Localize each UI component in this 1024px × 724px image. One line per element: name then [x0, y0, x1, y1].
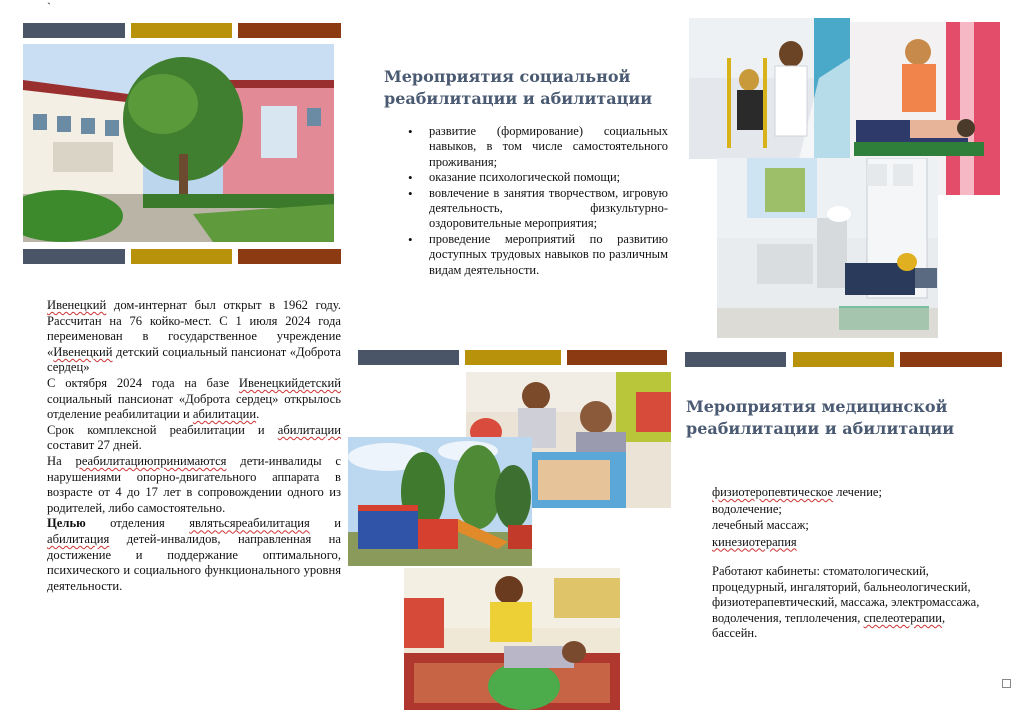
intro-paragraph-5	[47, 516, 341, 594]
text-span: .	[256, 407, 260, 422]
text-span: являтьсяреабилитация	[189, 516, 310, 531]
list-item: водолечение;	[712, 501, 782, 516]
list-item	[712, 534, 992, 551]
text-span-bold: Целью	[47, 516, 86, 531]
playground-photo	[348, 437, 532, 566]
intro-text	[47, 298, 341, 594]
heading-line: Мероприятия социальной	[384, 67, 631, 86]
text-span: С октября 2024 года на базе	[47, 375, 239, 390]
list-item	[712, 484, 992, 501]
heading-line: реабилитации и абилитации	[384, 89, 653, 108]
text-span: кинезиотерапия	[712, 534, 797, 549]
list-item: • проведение мероприятий по развитию доступных трудовых навыков по различным видам деятельности.	[406, 232, 668, 278]
social-rehab-heading	[384, 66, 684, 110]
list-item: • вовлечение в занятия творчеством, игровую деятельность, физкультурно-оздоровительные мероприятия;	[406, 186, 668, 232]
heading-line: реабилитации и абилитации	[686, 419, 955, 438]
text-span: , бассейн.	[712, 610, 946, 641]
decor-bar-slate	[685, 352, 786, 367]
text-span: Срок комплексной реабилитации и	[47, 422, 278, 437]
text-span: спелеотерапии	[863, 610, 942, 625]
decor-bar-gold	[131, 249, 232, 264]
text-span: дом-интернат был открыт в 1962 году. Рассчитан на 76 койко-мест. С 1 июля 2024 года переименован в государственное учреждение «	[47, 298, 341, 359]
medical-procedures-list	[712, 484, 992, 550]
decor-bar-slate	[23, 249, 125, 264]
social-rehab-list	[406, 124, 668, 278]
list-item: лечебный массаж;	[712, 518, 809, 532]
cabinets-text	[712, 564, 992, 642]
intro-paragraph-3	[47, 423, 341, 454]
text-span: абилитации	[192, 407, 257, 422]
physio-cabinet-photo	[717, 158, 938, 338]
text-span: абилитации	[277, 422, 341, 437]
text-span: лечение;	[833, 485, 882, 499]
text-span: На	[47, 453, 76, 468]
medical-rehab-heading	[686, 396, 1006, 440]
text-span: и	[309, 516, 341, 531]
text-span: дети-инвалиды с нарушениями опорно-двигательного аппарата в возрасте от 4 до 17 лет в сопровождении одного из родителей, либо самостоятельно.	[47, 453, 341, 515]
text-span: абилитация	[47, 531, 110, 546]
text-span: детей-инвалидов, направленная на достижение и поддержание оптимального, психического и социального функционального уровня деятельности.	[47, 531, 341, 593]
decor-bar-slate	[358, 350, 459, 365]
list-item: • развитие (формирование) социальных навыков, в том числе самостоятельного проживания;	[406, 124, 668, 170]
text-span: реабилитациюпринимаются	[75, 453, 227, 468]
text-span: физиотеропевтическое	[712, 485, 834, 499]
decor-bar-rust	[238, 249, 341, 264]
text-span: Работают кабинеты: стоматологический, процедурный, ингаляторий, бальнеологический, физиотерапевтический, массажа, электромассажа, водолечения, теплолечения,	[712, 564, 980, 625]
fitball-therapy-photo	[404, 568, 620, 710]
intro-paragraph-1	[47, 298, 341, 376]
decor-bar-rust	[900, 352, 1002, 367]
decor-bar-gold	[793, 352, 894, 367]
decor-bar-slate	[23, 23, 125, 38]
decor-bar-rust	[238, 23, 341, 38]
text-span: детский социальный пансионат «Доброта сердец»	[47, 344, 341, 375]
intro-paragraph-2	[47, 376, 341, 423]
top-mark: `	[47, 0, 51, 14]
intro-paragraph-4	[47, 454, 341, 516]
text-span: отделения	[85, 516, 190, 531]
text-span: Ивенецкий	[47, 298, 107, 312]
building-photo	[23, 44, 334, 242]
text-span: Ивенецкийдетский	[238, 375, 341, 390]
heading-line: Мероприятия медицинской	[686, 397, 948, 416]
decor-bar-gold	[131, 23, 232, 38]
list-item: • оказание психологической помощи;	[406, 170, 668, 185]
page-marker	[1002, 679, 1011, 688]
text-span: составит 27 дней.	[47, 438, 142, 453]
walker-therapy-photo	[689, 18, 850, 159]
text-span: Ивенецкий	[53, 344, 113, 359]
decor-bar-gold	[465, 350, 561, 365]
text-span: социальный пансионат «Доброта сердец» открылось отделение реабилитации и	[47, 391, 341, 422]
decor-bar-rust	[567, 350, 667, 365]
